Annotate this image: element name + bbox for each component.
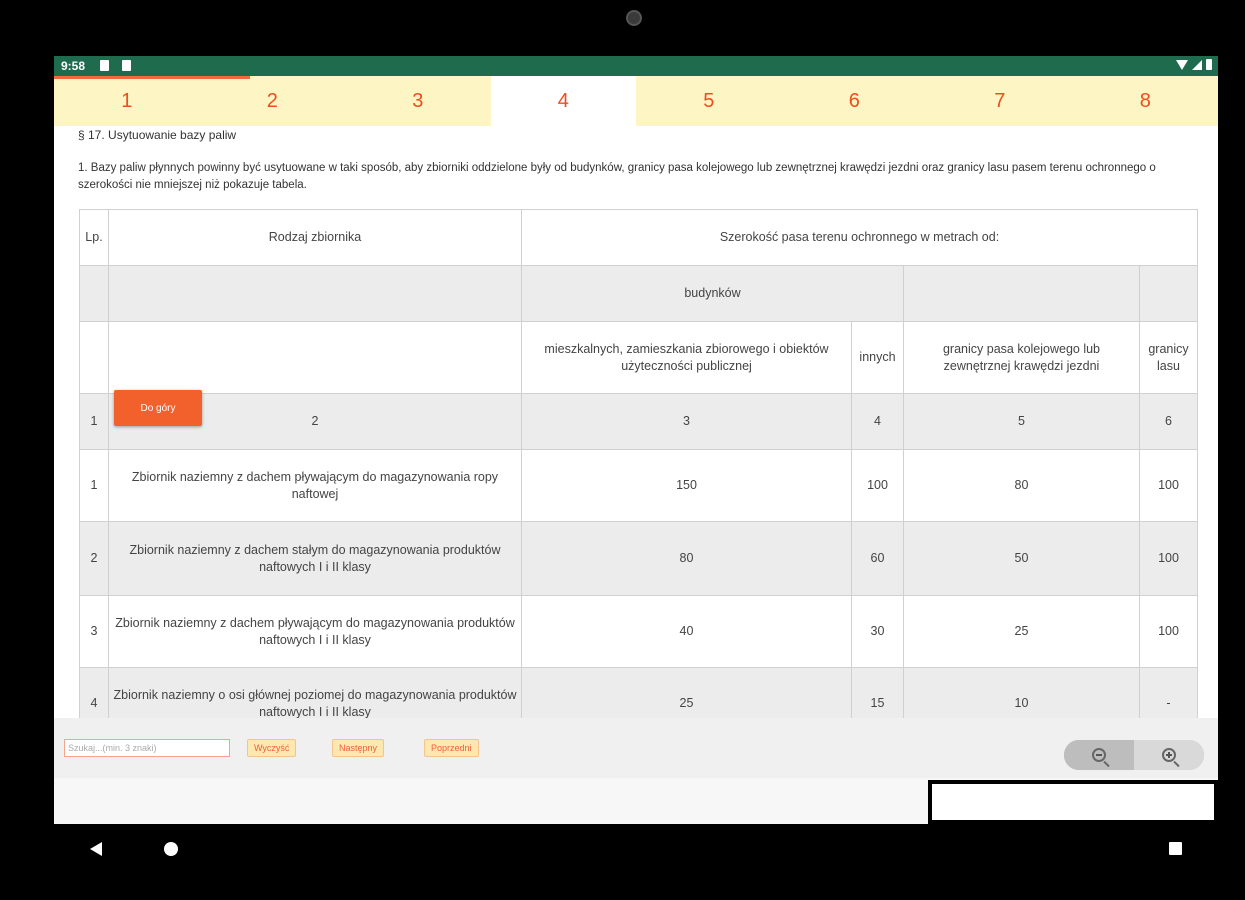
header-buildings: budynków [522,266,904,322]
header-width: Szerokość pasa terenu ochronnego w metrach od: [522,210,1198,266]
app-screen [54,56,1218,824]
battery-icon [1206,59,1212,70]
zoom-out-button[interactable] [1064,740,1136,770]
previous-button[interactable]: Poprzedni [424,739,479,757]
paragraph: 1. Bazy paliw płynnych powinny być usytuowane w taki sposób, aby zbiorniki oddzielone były od budynków, granicy pasa kolejowego lub zewnętrznej krawędzi jezdni oraz granicy lasu pasem terenu ochronnego o szerokości nie mniejszej niż pokazuje tabela. [78,162,1156,191]
tab-3[interactable]: 3 [412,89,424,112]
zoom-in-icon [1162,748,1176,762]
tab-4[interactable]: 4 [491,76,637,126]
back-icon[interactable] [90,842,102,856]
status-icons [1176,59,1212,70]
header-other: innych [852,322,904,394]
scroll-to-top-button[interactable]: Do góry [114,390,202,426]
section-title: § 17. Usytuowanie bazy paliw [78,128,237,142]
next-button[interactable]: Następny [332,739,384,757]
distance-table [79,209,1198,718]
clear-button[interactable]: Wyczyść [247,739,296,757]
search-input[interactable] [64,739,230,757]
zoom-out-icon [1092,748,1106,762]
front-camera [626,10,642,26]
chapter-tabs [54,76,1218,126]
notification-icon [100,60,109,71]
tab-7[interactable]: 7 [994,89,1006,112]
recent-apps-icon[interactable] [1169,842,1182,855]
tab-2[interactable]: 2 [266,89,278,112]
header-residential: mieszkalnych, zamieszkania zbiorowego i obiektów użyteczności publicznej [522,322,852,394]
table-row: 1 Zbiornik naziemny z dachem pływającym do magazynowania ropy naftowej 150 100 80 100 [80,450,1198,522]
table-numbers-row: 1 2 3 4 5 6 [80,394,1198,450]
header-lp: Lp. [80,210,109,266]
document-content[interactable] [54,126,1218,718]
sd-card-icon [122,60,131,71]
wifi-icon [1176,60,1188,70]
scroll-progress-indicator [54,76,250,79]
zoom-control [1064,740,1204,770]
header-rail: granicy pasa kolejowego lub zewnętrznej krawędzi jezdni [904,322,1140,394]
home-icon[interactable] [164,842,178,856]
tab-6[interactable]: 6 [848,89,860,112]
status-time: 9:58 [61,59,86,73]
ad-placeholder [928,780,1218,824]
tab-1[interactable]: 1 [121,89,133,112]
table-row: 4 Zbiornik naziemny o osi głównej poziomej do magazynowania produktów naftowych I i II klasy 25 15 10 - [80,668,1198,719]
header-type: Rodzaj zbiornika [109,210,522,266]
zoom-in-button[interactable] [1134,740,1204,770]
table-row: 2 Zbiornik naziemny z dachem stałym do magazynowania produktów naftowych I i II klasy 80 60 50 100 [80,522,1198,596]
status-bar [54,56,1218,76]
signal-icon [1192,60,1202,70]
system-nav-bar [0,824,1245,900]
table-row: 3 Zbiornik naziemny z dachem pływającym do magazynowania produktów naftowych I i II klasy 40 30 25 100 [80,596,1198,668]
tab-8[interactable]: 8 [1139,89,1151,112]
tab-5[interactable]: 5 [703,89,715,112]
search-bar [54,718,1218,778]
header-forest: granicy lasu [1140,322,1198,394]
